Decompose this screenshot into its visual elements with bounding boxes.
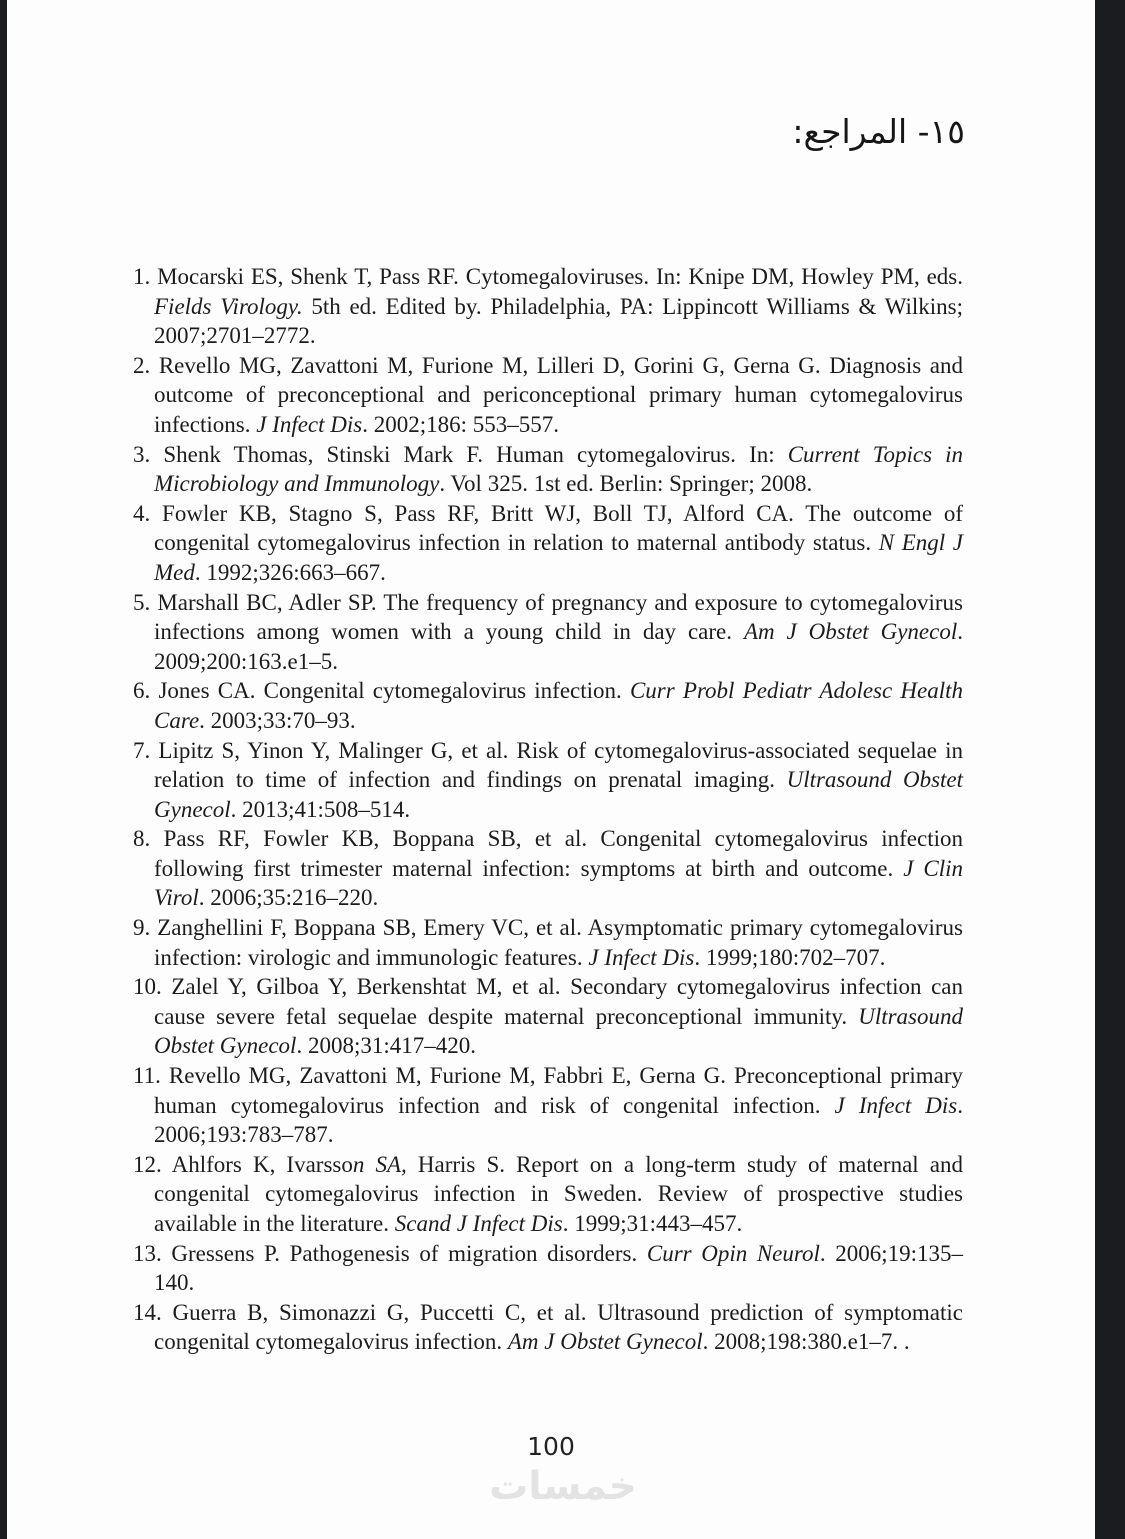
reference-text: Mocarski ES, Shenk T, Pass RF. Cytomegaloviruses. In: Knipe DM, Howley PM, eds. xyxy=(157,264,964,289)
reference-text: Fowler KB, Stagno S, Pass RF, Britt WJ, Boll TJ, Alford CA. The outcome of congenital cytomegalovirus infection in relation to maternal antibody status. xyxy=(154,500,963,556)
reference-italic-text: Am J Obstet Gynecol xyxy=(507,1329,703,1355)
reference-number: 7. xyxy=(133,737,159,763)
reference-number: 9. xyxy=(133,915,158,941)
reference-number: 8. xyxy=(133,826,164,852)
reference-item xyxy=(133,676,963,735)
reference-italic-text: J Infect Dis xyxy=(256,411,363,437)
reference-item xyxy=(133,440,963,499)
reference-italic-text: Fields Virology. xyxy=(154,293,303,319)
reference-italic-text: J Infect Dis xyxy=(834,1092,958,1118)
reference-italic-text: Current Topics in Microbiology and Immunology xyxy=(154,441,964,497)
reference-text: Zanghellini F, Boppana SB, Emery VC, et al. Asymptomatic primary cytomegalovirus infection: virologic and immunologic features. xyxy=(154,915,964,970)
reference-text: Revello MG, Zavattoni M, Furione M, Lilleri D, Gorini G, Gerna G. Diagnosis and outcome of preconceptional and periconceptional primary human cytomegalovirus infections. xyxy=(154,352,963,437)
page-title: ١٥- المراجع: xyxy=(792,112,965,151)
reference-text: . 1992;326:663–667. xyxy=(194,559,386,585)
reference-item xyxy=(133,972,963,1061)
reference-item xyxy=(133,1061,963,1150)
reference-number: 10. xyxy=(133,974,172,1000)
reference-item xyxy=(133,736,963,825)
reference-number: 14. xyxy=(133,1299,173,1325)
reference-item xyxy=(133,824,963,913)
reference-text: Shenk Thomas, Stinski Mark F. Human cytomegalovirus. In: xyxy=(163,441,788,467)
reference-text: . 2006;19:135–140. xyxy=(154,1240,964,1296)
reference-number: 3. xyxy=(133,441,164,467)
reference-italic-text: J Clin Virol xyxy=(154,855,963,911)
reference-number: 2. xyxy=(133,352,159,378)
reference-item xyxy=(133,1150,963,1239)
reference-item xyxy=(133,499,963,588)
reference-text: . 2003;33:70–93. xyxy=(199,707,356,733)
reference-text: . 2002;186: 553–557. xyxy=(362,411,559,437)
reference-italic-text: Ultrasound Obstet Gynecol xyxy=(154,1003,963,1059)
reference-text: Harris S. Report on a long-term study of maternal and congenital cytomegalovirus infection in Sweden. Review of prospective studies available in the literature. xyxy=(154,1151,963,1236)
reference-text: Pass RF, Fowler KB, Boppana SB, et al. Congenital cytomegalovirus infection following first trimester maternal infection: symptoms at birth and outcome. xyxy=(154,826,963,881)
reference-italic-text: Curr Probl Pediatr Adolesc Health Care xyxy=(154,678,964,733)
reference-text: Zalel Y, Gilboa Y, Berkenshtat M, et al. Secondary cytomegalovirus infection can cause severe fetal sequelae despite maternal preconceptional immunity. xyxy=(154,974,964,1029)
reference-text: . 2013;41:508–514. xyxy=(230,796,411,822)
reference-text: . 2009;200:163.e1–5. xyxy=(154,619,963,674)
reference-text: 5th ed. Edited by. Philadelphia, PA: Lippincott Williams & Wilkins; 2007;2701–2772. xyxy=(154,293,963,349)
khamsat-watermark: خمسات xyxy=(489,1464,637,1509)
reference-number: 11. xyxy=(133,1063,169,1089)
reference-item xyxy=(133,1239,963,1298)
reference-number: 5. xyxy=(133,589,158,615)
reference-number: 4. xyxy=(133,500,163,526)
reference-italic-text: Curr Opin Neurol xyxy=(646,1240,820,1266)
reference-italic-text: J Infect Dis xyxy=(588,944,695,970)
reference-text: Revello MG, Zavattoni M, Furione M, Fabbri E, Gerna G. Preconceptional primary human cytomegalovirus infection and risk of congenital infection. xyxy=(154,1063,963,1118)
reference-item xyxy=(133,913,963,972)
reference-text: Guerra B, Simonazzi G, Puccetti C, et al. Ultrasound prediction of symptomatic congenital cytomegalovirus infection. xyxy=(154,1299,963,1355)
reference-italic-text: Am J Obstet Gynecol xyxy=(743,619,958,645)
reference-text: . 1999;180:702–707. xyxy=(694,944,886,970)
reference-number: 13. xyxy=(133,1240,172,1266)
reference-number: 12. xyxy=(133,1151,172,1177)
reference-item xyxy=(133,262,963,351)
reference-text: Lipitz S, Yinon Y, Malinger G, et al. Risk of cytomegalovirus-associated sequelae in relation to time of infection and findings on prenatal imaging. xyxy=(154,737,964,793)
reference-italic-text: N Engl J Med xyxy=(154,530,963,585)
document-page xyxy=(7,0,1095,1539)
reference-text: . 2008;31:417–420. xyxy=(296,1033,476,1059)
reference-item xyxy=(133,1298,963,1357)
reference-text: . 2006;193:783–787. xyxy=(154,1092,963,1148)
reference-text: . 1999;31:443–457. xyxy=(562,1211,743,1236)
reference-italic-text: Ultrasound Obstet Gynecol xyxy=(154,767,964,822)
references-list xyxy=(133,262,963,1357)
reference-italic-text: n SA, xyxy=(352,1151,407,1177)
reference-item xyxy=(133,351,963,440)
reference-text: . 2006;35:216–220. xyxy=(198,885,379,911)
reference-number: 1. xyxy=(133,264,158,289)
page-number: 100 xyxy=(527,1432,575,1461)
reference-text: . Vol 325. 1st ed. Berlin: Springer; 2008. xyxy=(439,471,813,497)
reference-text: Jones CA. Congenital cytomegalovirus infection. xyxy=(158,678,630,704)
reference-text: Ahlfors K, Ivarsso xyxy=(171,1151,353,1177)
reference-number: 6. xyxy=(133,678,159,704)
reference-text: Marshall BC, Adler SP. The frequency of pregnancy and exposure to cytomegalovirus infections among women with a young child in day care. xyxy=(154,589,963,645)
reference-italic-text: Scand J Infect Dis xyxy=(394,1211,563,1236)
reference-text: . 2008;198:380.e1–7. . xyxy=(702,1329,910,1355)
reference-text: Gressens P. Pathogenesis of migration disorders. xyxy=(171,1240,647,1266)
reference-item xyxy=(133,588,963,677)
